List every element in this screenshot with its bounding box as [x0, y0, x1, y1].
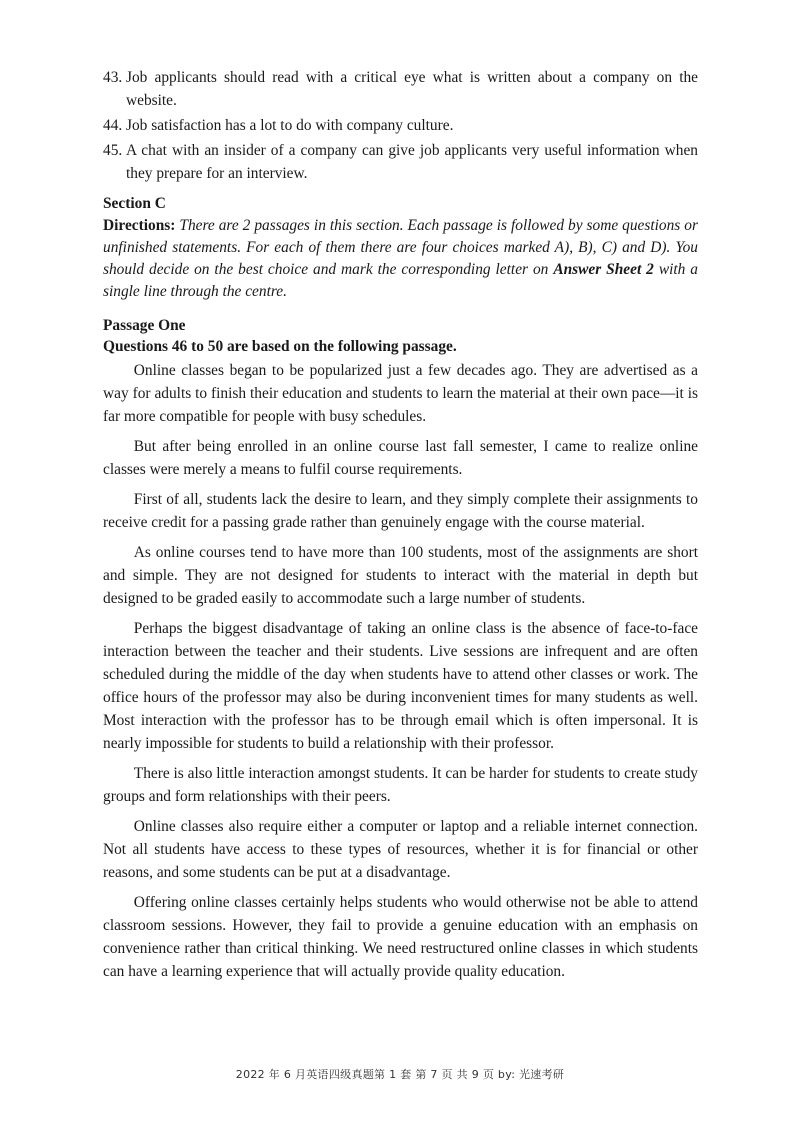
passage-paragraph: As online courses tend to have more than 100 students, most of the assignments are short and simple. They are not designed for students to interact with the material in depth but designed to be graded easily to accommodate such a large number of students. [103, 544, 698, 607]
questions-range-line: Questions 46 to 50 are based on the following passage. [103, 338, 457, 355]
question-item-43 [103, 66, 698, 112]
question-number: 43. [103, 69, 123, 86]
question-text: A chat with an insider of a company can give job applicants very useful information when they prepare for an interview. [126, 142, 698, 182]
page-footer: 2022 年 6 月英语四级真题第 1 套 第 7 页 共 9 页 by: 光速考研 [235, 1068, 565, 1081]
question-item-44 [103, 114, 698, 137]
section-title: Section C [103, 195, 166, 212]
exam-page [103, 66, 698, 990]
passage-paragraph: There is also little interaction amongst students. It can be harder for students to create study groups and form relationships with their peers. [103, 765, 698, 805]
directions [103, 215, 698, 303]
passage-paragraph: First of all, students lack the desire to learn, and they simply complete their assignments to receive credit for a passing grade rather than genuinely engage with the course material. [103, 491, 698, 531]
passage-paragraph: Offering online classes certainly helps students who would otherwise not be able to attend classroom sessions. However, they fail to provide a genuine education with an emphasis on convenience rather than critical thinking. We need restructured online classes in which students can have a learning experience that will actually provide quality education. [103, 894, 698, 980]
directions-label: Directions: [103, 217, 176, 234]
question-text: Job applicants should read with a critical eye what is written about a company on the website. [126, 69, 698, 109]
directions-text: There are 2 passages in this section. Each passage is followed by some questions or unfinished statements. For each of them there are four choices marked A), B), C) and D). You should decide on the best choice and mark the corresponding letter on [103, 217, 698, 278]
passage-paragraph: But after being enrolled in an online course last fall semester, I came to realize online classes were merely a means to fulfil course requirements. [103, 438, 698, 478]
question-item-45 [103, 139, 698, 185]
question-text: Job satisfaction has a lot to do with company culture. [126, 117, 454, 134]
passage-paragraph: Online classes also require either a computer or laptop and a reliable internet connection. Not all students have access to these types of resources, whether it is for financial or other reasons, and some students can be put at a disadvantage. [103, 818, 698, 881]
answer-sheet-label: Answer Sheet 2 [553, 261, 654, 278]
passage-paragraph: Perhaps the biggest disadvantage of taking an online class is the absence of face-to-face interaction between the teacher and their students. Live sessions are infrequent and are often scheduled during the middle of the day when students have to attend other classes or work. The office hours of the professor may also be during inconvenient times for many students as well. Most interaction with the professor has to be through email which is often impersonal. It is nearly impossible for students to build a relationship with their professor. [103, 620, 698, 752]
question-number: 44. [103, 117, 123, 134]
question-number: 45. [103, 142, 123, 159]
passage-paragraph: Online classes began to be popularized just a few decades ago. They are advertised as a way for adults to finish their education and students to learn the material at their own pace—it is far more compatible for people with busy schedules. [103, 362, 698, 425]
passage-title: Passage One [103, 317, 186, 334]
directions-tail: with a single line through the centre. [103, 261, 698, 300]
